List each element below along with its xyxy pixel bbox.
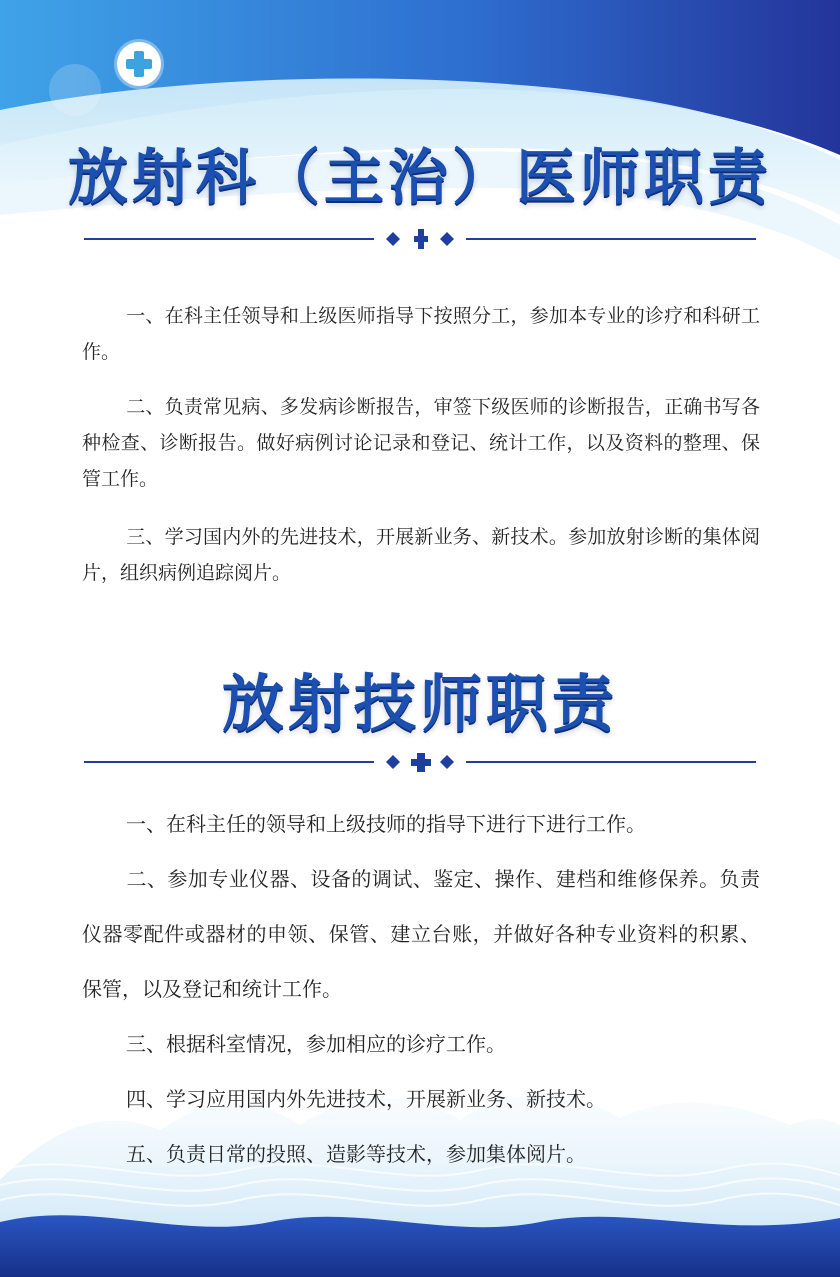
duty-item-2: 二、参加专业仪器、设备的调试、鉴定、操作、建档和维修保养。负责仪器零配件或器材的申领、保管、建立台账，并做好各种专业资料的积累、保管，以及登记和统计工作。 [82,867,760,1001]
duty-item-3: 三、根据科室情况，参加相应的诊疗工作。 [126,1032,506,1056]
paragraph-2: 二、负责常见病、多发病诊断报告，审签下级医师的诊断报告，正确书写各种检查、诊断报告。做好病例讨论记录和登记、统计工作，以及资料的整理、保管工作。 [82,396,760,490]
medical-cross-logo [117,42,161,86]
section-title: 放射技师职责 [221,667,618,740]
duty-item-5: 五、负责日常的投照、造影等技术，参加集体阅片。 [126,1142,586,1166]
title-divider [84,229,756,249]
duty-item-1: 一、在科主任的领导和上级技师的指导下进行下进行工作。 [126,812,646,836]
paragraph-3: 三、学习国内外的先进技术，开展新业务、新技术。参加放射诊断的集体阅片，组织病例追踪阅片。 [82,526,760,584]
page-title: 放射科（主治）医师职责 [68,143,772,213]
paragraph-1: 一、在科主任领导和上级医师指导下按照分工，参加本专业的诊疗和科研工作。 [82,305,760,363]
duty-item-4: 四、学习应用国内外先进技术，开展新业务、新技术。 [126,1087,606,1111]
section-divider [84,752,756,772]
medical-cross-icon [117,42,161,86]
